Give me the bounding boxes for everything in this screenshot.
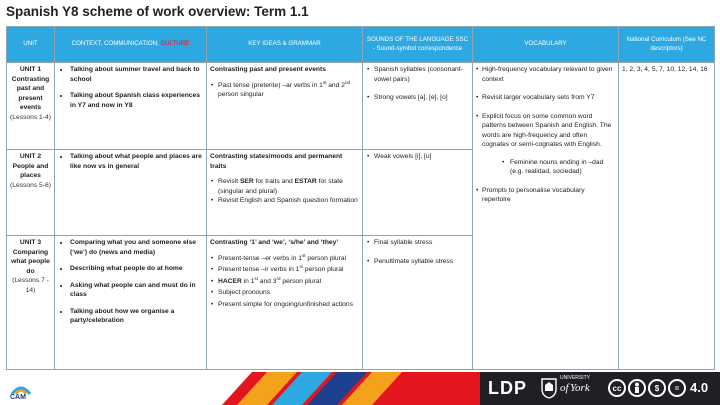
sound-item: • Strong vowels [a], [e], [o] [374,93,469,103]
vocab-item: • Revisit larger vocabulary sets from Y7 [482,93,615,103]
key-idea-item: • Present-tense –er verbs in 1st person plural [218,254,359,264]
header-sounds: SOUNDS OF THE LANGUAGE SSC - Sound-symbol correspondence [363,27,473,63]
cc-version: 4.0 [690,380,709,395]
unit-title: UNIT 3 Comparing what people do [11,239,50,275]
scheme-table [6,26,715,370]
header-nc: National Curriculum (See NC descriptors) [619,27,715,63]
york-crest-icon [540,377,558,399]
key-ideas-cell [207,150,363,236]
cc-license-icons [608,379,686,397]
unit-cell [7,63,55,150]
key-ideas-cell [207,236,363,370]
by-icon [628,379,646,397]
york-university-label: UNIVERSITY [560,375,591,381]
footer [0,372,720,405]
sounds-cell [363,150,473,236]
header-context [55,27,207,63]
york-of-label: of [560,381,569,394]
nc-cell: 1, 2, 3, 4, 5, 7, 10, 12, 14, 16 [619,63,715,370]
unit-title: UNIT 2 People and places [12,153,49,180]
unit-lessons: (Lessons 7 - 14) [12,277,49,294]
key-ideas-heading: Contrasting past and present events [210,66,326,73]
context-item: • Talking about what people and places are like now vs in general [70,152,203,171]
key-idea-item: • Subject pronouns [218,288,359,298]
context-item: • Talking about how we organise a party/celebration [70,307,203,326]
table-row [7,63,715,150]
key-idea-item: • Present simple for ongoing/unfinished actions [218,300,359,310]
context-cell [55,236,207,370]
header-vocabulary: VOCABULARY [473,27,619,63]
key-ideas-heading: Contrasting ‘1’ and ‘we’, ‘s/he’ and ‘they’ [210,239,339,246]
key-idea-item: • Past tense (preterite) –ar verbs in 1st and 2nd person singular [218,81,359,100]
cc-icon: cc [608,379,626,397]
sound-item: • Penultimate syllable stress [374,257,469,267]
nc-icon: $ [648,379,666,397]
vocab-item: • Prompts to personalise vocabulary repertoire [482,186,615,205]
vocab-item-text: Explicit focus on some common word patterns between Spanish and English. The words are high-frequency and often cognates or semi-cognates with English. [482,112,612,149]
key-idea-item: • HACER in 1st and 3rd person plural [218,277,359,287]
unit-lessons: (Lessons 5-6) [10,181,51,189]
header-context-culture: CULTURE [160,40,190,48]
key-idea-item: • Present tense –ir verbs in 1st person plural [218,265,359,275]
sounds-cell [363,63,473,150]
unit-lessons: (Lessons 1-4) [10,113,51,121]
vocabulary-cell [473,63,619,370]
york-logo-text [560,376,590,394]
page-title: Spanish Y8 scheme of work overview: Term 1.1 [6,4,309,19]
unit-cell [7,236,55,370]
sounds-cell [363,236,473,370]
context-item: • Comparing what you and someone else (‘we’) do (news and media) [70,238,203,257]
context-item: • Asking what people can and must do in class [70,281,203,300]
nd-icon: = [668,379,686,397]
context-item: • Talking about summer travel and back to school [70,65,203,84]
york-name-label: York [569,381,590,394]
key-ideas-cell [207,63,363,150]
key-idea-item: • Revisit English and Spanish question formation [218,196,359,206]
header-row [7,27,715,63]
footer-brand-band [480,372,720,405]
key-idea-item: • Revisit SER for traits and ESTAR for state (singular and plural) [218,177,359,196]
vocab-sub-item: • Feminine nouns ending in –dad (e.g. realidad, sociedad) [510,158,615,177]
context-item: • Talking about Spanish class experiences in Y7 and now in Y8 [70,91,203,110]
context-cell [55,150,207,236]
header-unit: UNIT [7,27,55,63]
context-cell [55,63,207,150]
sound-item: • Final syllable stress [374,238,469,248]
key-ideas-heading: Contrasting states/moods and permanent traits [210,153,343,170]
footer-stripes [52,372,482,405]
cam-logo-text: CAM [10,394,26,401]
unit-cell [7,150,55,236]
header-context-main: CONTEXT, COMMUNICATION, [71,40,159,48]
ldp-logo: LDP [488,378,527,398]
vocab-item [482,112,615,177]
vocab-item: • High-frequency vocabulary relevant to given context [482,65,615,84]
sound-item: • Weak vowels [i], [u] [374,152,469,162]
sound-item: • Spanish syllables (consonant-vowel pairs) [374,65,469,84]
header-key-ideas: KEY IDEAS & GRAMMAR [207,27,363,63]
unit-title: UNIT 1 Contrasting past and present events [11,66,50,112]
context-item: • Describing what people do at home [70,264,203,274]
